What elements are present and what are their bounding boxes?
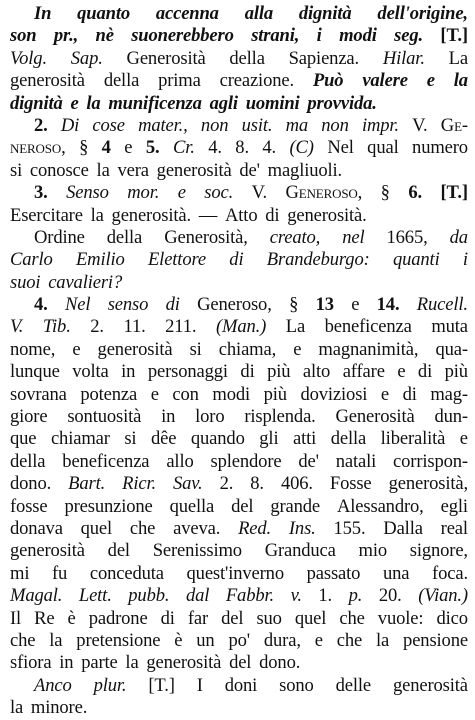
word: più	[263, 383, 287, 405]
word: che	[339, 607, 365, 629]
word: provvida.	[307, 92, 377, 114]
word: Tib.	[42, 316, 71, 338]
word: Granduca	[264, 540, 336, 562]
word: conceduta	[89, 562, 164, 584]
word: 4	[101, 137, 111, 159]
word: la	[90, 204, 104, 226]
word: chiama,	[218, 338, 277, 360]
word: allo	[166, 450, 194, 472]
word: 1.	[318, 585, 333, 607]
word: delle	[335, 674, 372, 696]
word: Carlo	[10, 249, 53, 271]
word: generosità	[146, 652, 222, 674]
word: presunzione	[64, 495, 153, 517]
word: In	[34, 3, 52, 24]
word: dignità	[298, 3, 352, 24]
word: [T.]	[148, 674, 175, 696]
text-line	[10, 25, 468, 47]
word: fosse	[10, 495, 48, 517]
word: vuole:	[377, 607, 424, 629]
word: più	[444, 361, 468, 383]
word: [T.]	[440, 182, 468, 204]
word: Ricr.	[122, 473, 156, 495]
word: Re	[34, 607, 55, 629]
word: quel	[294, 607, 327, 629]
word: è	[174, 629, 183, 651]
word: doviziosi	[300, 383, 368, 405]
word: una	[382, 562, 410, 584]
word: nome,	[10, 338, 56, 360]
word: Dalla	[383, 517, 423, 539]
word: 2.	[90, 316, 104, 338]
text-line	[10, 294, 468, 316]
word: cavalieri?	[48, 271, 123, 293]
word: beneficenza	[324, 316, 412, 338]
text-line	[10, 137, 468, 159]
word: 14.	[376, 294, 400, 316]
word: sovrana	[10, 383, 67, 405]
word: qual	[367, 137, 399, 159]
word: 13	[315, 294, 334, 316]
word: e	[177, 182, 186, 204]
text-line	[10, 93, 468, 115]
word: 406.	[280, 473, 313, 495]
word: qua-	[435, 338, 468, 360]
word: §	[289, 294, 299, 316]
word: parte	[81, 652, 118, 674]
text-line	[10, 115, 468, 137]
word: sontuosità	[67, 406, 142, 428]
word: della	[330, 428, 367, 450]
word: donava	[10, 517, 63, 539]
word: real	[440, 517, 468, 539]
word: la	[86, 92, 101, 114]
word: Sav.	[173, 473, 203, 495]
word: plur.	[93, 674, 127, 696]
word: pensione	[403, 629, 468, 651]
word: e	[293, 338, 302, 360]
word: dêe	[150, 428, 177, 450]
word: e	[426, 70, 435, 92]
text-line	[10, 473, 468, 495]
word: quest'inverno	[186, 562, 284, 584]
word: magliuoli.	[267, 159, 343, 181]
word: 6.	[408, 182, 422, 204]
word: §	[79, 137, 89, 159]
word: personaggi	[147, 361, 228, 383]
word: Brandeburgo:	[266, 249, 370, 271]
text-line	[10, 272, 468, 294]
word: Ordine	[34, 226, 85, 248]
word: risplenda.	[244, 406, 316, 428]
word: quel	[80, 517, 113, 539]
word: i	[316, 25, 322, 47]
word: di	[265, 204, 280, 226]
word: quanto	[77, 3, 130, 24]
word: di	[402, 383, 417, 405]
word: del	[229, 652, 252, 674]
text-line	[10, 585, 468, 607]
word: La	[448, 47, 468, 69]
word: Generoso,	[285, 182, 363, 204]
word: Serenissimo	[152, 540, 242, 562]
word: Nel	[65, 294, 91, 316]
text-line	[10, 496, 468, 518]
word: generosità.	[111, 204, 191, 226]
word: 2.	[219, 473, 234, 495]
word: far	[187, 607, 209, 629]
word: della	[10, 450, 46, 472]
word: V.	[251, 182, 268, 204]
word: suoi	[10, 271, 41, 293]
word: Senso	[66, 182, 109, 204]
word: generosità	[156, 159, 232, 181]
word: V.	[412, 114, 428, 136]
word: alto	[302, 361, 331, 383]
word: in	[161, 406, 176, 428]
word: Elettore	[147, 249, 206, 271]
word: più	[267, 361, 291, 383]
text-line	[10, 70, 468, 92]
word: generosità	[392, 674, 468, 696]
word: doni	[224, 674, 258, 696]
word: egli	[440, 495, 468, 517]
word: quella	[169, 495, 215, 517]
word: 2.	[34, 114, 48, 136]
word: e	[351, 294, 360, 316]
word: Cr.	[172, 137, 195, 159]
word: di	[417, 361, 433, 383]
text-line	[10, 205, 468, 227]
word: e	[124, 137, 133, 159]
text-line	[10, 227, 468, 249]
word: Il	[10, 607, 22, 629]
word: beneficenza	[62, 450, 150, 472]
word: di	[229, 249, 244, 271]
word: p.	[348, 585, 363, 607]
word: splendore	[210, 450, 282, 472]
text-line	[10, 3, 468, 25]
text-line	[10, 384, 468, 406]
word: generosità	[10, 540, 85, 562]
word: Lett.	[78, 585, 112, 607]
word: della	[103, 70, 140, 92]
word: senso	[107, 294, 149, 316]
text-line	[10, 540, 468, 562]
word: Anco	[34, 674, 72, 696]
word: Può	[312, 70, 344, 92]
word: nel	[342, 226, 365, 248]
word: di	[165, 294, 180, 316]
word: foca.	[432, 562, 468, 584]
word: i	[462, 249, 468, 271]
word: e	[314, 629, 323, 651]
word: accenna	[155, 3, 219, 24]
word: natali	[335, 450, 377, 472]
word: (Vian.)	[418, 585, 468, 607]
text-line	[10, 630, 468, 652]
word: e	[72, 338, 81, 360]
word: Rucell.	[416, 294, 468, 316]
word: pretensione	[76, 629, 161, 651]
word: passato	[306, 562, 361, 584]
word: Ins.	[288, 517, 316, 539]
word: que	[10, 428, 37, 450]
text-line	[10, 563, 468, 585]
word: Generoso,	[197, 294, 272, 316]
word: dal	[185, 585, 210, 607]
word: la	[453, 70, 468, 92]
word: suo	[256, 607, 282, 629]
word: di	[240, 361, 255, 383]
word: alla	[244, 3, 274, 24]
word: la	[96, 159, 110, 181]
word: la	[49, 629, 63, 651]
word: Nel	[327, 137, 354, 159]
word: 11.	[123, 316, 146, 338]
word: mor.	[127, 182, 160, 204]
word: prima	[158, 70, 201, 92]
word: V.	[10, 316, 24, 338]
word: lunque	[10, 361, 60, 383]
word: Fosse	[329, 473, 372, 495]
word: dignità	[10, 92, 63, 114]
text-line	[10, 249, 468, 271]
word: quanti	[392, 249, 440, 271]
word: signore,	[409, 540, 468, 562]
word: generosità.	[287, 204, 367, 226]
word: sono	[279, 674, 314, 696]
word: Alessandro,	[337, 495, 424, 517]
word: 5.	[145, 137, 160, 159]
text-line	[10, 182, 468, 204]
word: la	[376, 629, 390, 651]
word: cose	[92, 114, 125, 136]
word: non	[200, 114, 229, 136]
text-line	[10, 518, 468, 540]
word: che	[129, 517, 156, 539]
word: Bart.	[68, 473, 106, 495]
word: in	[121, 361, 136, 383]
word: I	[196, 674, 203, 696]
text-line	[10, 316, 468, 338]
word: affare	[342, 361, 385, 383]
text-line	[10, 652, 468, 674]
word: Volg.	[10, 47, 47, 69]
word: e	[380, 383, 389, 405]
word: volta	[72, 361, 109, 383]
word: con	[172, 383, 199, 405]
word: mater.,	[138, 114, 188, 136]
word: generosità	[10, 70, 85, 92]
word: della	[229, 47, 265, 69]
word: pubb.	[128, 585, 170, 607]
word: si	[189, 338, 202, 360]
word: vera	[117, 159, 149, 181]
word: Generosità	[126, 47, 206, 69]
word: dico	[436, 607, 468, 629]
word: modi	[212, 383, 250, 405]
word: mio	[358, 540, 387, 562]
word: muta	[431, 316, 468, 338]
word: Sap.	[70, 47, 103, 69]
word: mag-	[430, 383, 468, 405]
word: padrone	[88, 607, 148, 629]
word: de'	[239, 159, 260, 181]
word: del	[221, 607, 244, 629]
word: si	[124, 428, 137, 450]
word: da	[449, 226, 468, 248]
word: in	[59, 652, 74, 674]
word: agli	[209, 92, 238, 114]
word: e	[150, 383, 159, 405]
word: magnanimità,	[318, 338, 419, 360]
word: Generosità,	[164, 226, 248, 248]
word: conosce	[29, 159, 89, 181]
word: Ge-	[440, 114, 468, 136]
word: v.	[290, 585, 302, 607]
word: (C)	[289, 137, 314, 159]
text-line	[10, 160, 468, 182]
word: munificenza	[108, 92, 202, 114]
word: del	[107, 540, 130, 562]
word: è	[67, 607, 76, 629]
word: fu	[52, 562, 68, 584]
word: dell'origine,	[377, 3, 468, 24]
word: gli	[259, 428, 279, 450]
word: generosità,	[388, 473, 468, 495]
word: un	[196, 629, 215, 651]
word: la	[10, 697, 24, 719]
word: 20.	[378, 585, 402, 607]
word: corrispon-	[393, 450, 468, 472]
word: sfiora	[10, 652, 52, 674]
word: usit.	[241, 114, 273, 136]
word: aveva.	[173, 517, 221, 539]
word: soc.	[204, 182, 234, 204]
word: 4.	[34, 294, 48, 316]
word: modi	[339, 25, 377, 47]
word: creazione.	[219, 70, 294, 92]
word: 8.	[235, 137, 249, 159]
word: Fabbr.	[225, 585, 275, 607]
word: Magal.	[10, 585, 63, 607]
word: ma	[285, 114, 309, 136]
word: potenza	[80, 383, 138, 405]
word: dun-	[434, 406, 468, 428]
word: generosità	[97, 338, 173, 360]
word: Esercitare	[10, 204, 83, 226]
word: 1665,	[386, 226, 428, 248]
word: 155.	[333, 517, 366, 539]
word: e	[70, 92, 79, 114]
word: che	[10, 629, 36, 651]
word: quando	[190, 428, 245, 450]
word: 8.	[250, 473, 264, 495]
word: 4.	[208, 137, 222, 159]
word: Di	[60, 114, 80, 136]
word: atti	[293, 428, 317, 450]
word: creato,	[269, 226, 321, 248]
word: de'	[298, 450, 319, 472]
word: chiamar	[50, 428, 110, 450]
word: della	[106, 226, 143, 248]
word: Hilar.	[382, 47, 425, 69]
word: Emilio	[75, 249, 125, 271]
word: §	[380, 182, 390, 204]
word: 3.	[34, 182, 48, 204]
text-line	[10, 451, 468, 473]
word: dono.	[259, 652, 301, 674]
word: loro	[195, 406, 225, 428]
word: e	[459, 428, 468, 450]
word: neroso,	[10, 137, 66, 159]
word: Sapienza.	[288, 47, 360, 69]
word: che	[336, 629, 363, 651]
word: 4.	[262, 137, 277, 159]
word: non	[321, 114, 349, 136]
word: seg.	[394, 25, 423, 47]
word: son	[10, 25, 37, 47]
word: Generosità	[335, 406, 415, 428]
word: [T.]	[440, 25, 468, 47]
word: nè	[95, 25, 114, 47]
word: grande	[270, 495, 321, 517]
word: mi	[10, 562, 30, 584]
word: impr.	[361, 114, 399, 136]
word: Red.	[238, 517, 272, 539]
word: dono.	[10, 473, 52, 495]
text-line	[10, 608, 468, 630]
word: pr.,	[53, 25, 79, 47]
text-line	[10, 361, 468, 383]
word: Atto	[225, 204, 258, 226]
word: giore	[10, 406, 48, 428]
text-line	[10, 697, 468, 719]
text-line	[10, 339, 468, 361]
word: liberalità	[380, 428, 446, 450]
text-line	[10, 406, 468, 428]
word: po'	[228, 629, 250, 651]
word: si	[10, 159, 23, 181]
word: valere	[362, 70, 408, 92]
word: la	[125, 652, 139, 674]
text-line	[10, 428, 468, 450]
word: dura,	[263, 629, 301, 651]
text-column	[10, 3, 468, 720]
word: uomini	[245, 92, 300, 114]
word: (Man.)	[215, 316, 267, 338]
text-line	[10, 675, 468, 697]
word: La	[285, 316, 306, 338]
text-line	[10, 48, 468, 70]
word: 211.	[165, 316, 197, 338]
word: minore.	[30, 697, 88, 719]
word: numero	[412, 137, 468, 159]
word: e	[397, 361, 406, 383]
word: —	[198, 204, 218, 226]
word: del	[231, 495, 254, 517]
word: strani,	[251, 25, 300, 47]
word: suonerebbero	[131, 25, 234, 47]
word: di	[160, 607, 175, 629]
